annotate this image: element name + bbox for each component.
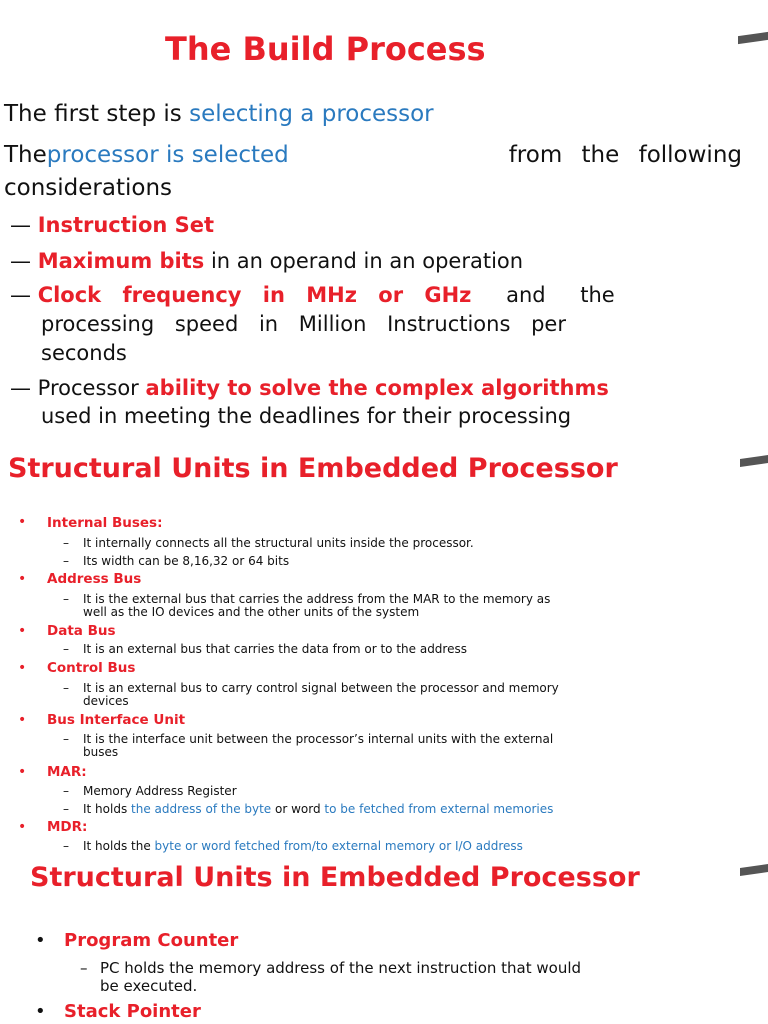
text-bus-interface-2: buses: [83, 745, 119, 759]
item-maximum-bits: — Maximum bits in an operand in an operation: [10, 249, 524, 273]
text-address-bus-2: well as the IO devices and the other units of the system: [83, 605, 420, 619]
slide-structural-units-1: [0, 447, 768, 862]
bullet-icon: •: [18, 514, 27, 530]
heading-mdr: MDR:: [47, 819, 88, 835]
item-clock-frequency-line3: seconds: [41, 341, 127, 365]
dash-icon: –: [63, 802, 69, 816]
bullet-icon: •: [18, 660, 27, 676]
bullet-icon: •: [18, 764, 27, 780]
slide-title: The Build Process: [165, 30, 486, 68]
item-processor-ability: — Processor ability to solve the complex algorithms: [10, 376, 609, 400]
paragraph-first-step: The first step is selecting a processor: [4, 101, 434, 127]
dash-icon: –: [63, 536, 69, 550]
text-mdr-1: It holds the byte or word fetched from/to external memory or I/O address: [83, 839, 523, 853]
text-internal-buses-1: It internally connects all the structural units inside the processor.: [83, 536, 474, 550]
item-instruction-set: — Instruction Set: [10, 213, 215, 237]
slide-title: Structural Units in Embedded Processor: [8, 453, 618, 484]
corner-decoration: [738, 32, 768, 44]
slide-build-process: [0, 0, 768, 445]
heading-program-counter: Program Counter: [64, 930, 239, 951]
text-program-counter-1: PC holds the memory address of the next instruction that would: [100, 959, 582, 977]
dash-icon: –: [63, 681, 69, 695]
heading-control-bus: Control Bus: [47, 660, 136, 676]
text-internal-buses-2: Its width can be 8,16,32 or 64 bits: [83, 554, 290, 568]
bullet-icon: •: [35, 930, 46, 951]
item-processor-ability-line2: used in meeting the deadlines for their processing: [41, 404, 572, 428]
paragraph-processor-selected: The processor is selected from the following: [4, 142, 742, 168]
dash-icon: –: [63, 554, 69, 568]
heading-stack-pointer: Stack Pointer: [64, 1001, 201, 1022]
heading-address-bus: Address Bus: [47, 571, 142, 587]
text-bus-interface-1: It is the interface unit between the processor’s internal units with the external: [83, 732, 554, 746]
bullet-icon: •: [18, 712, 27, 728]
bullet-icon: •: [35, 1001, 46, 1022]
text-address-bus-1: It is the external bus that carries the address from the MAR to the memory as: [83, 592, 551, 606]
heading-mar: MAR:: [47, 764, 87, 780]
bullet-icon: •: [18, 623, 27, 639]
dash-icon: –: [80, 959, 88, 977]
slide-title: Structural Units in Embedded Processor: [30, 862, 640, 893]
text-mar-1: Memory Address Register: [83, 784, 237, 798]
bullet-icon: •: [18, 819, 27, 835]
text-program-counter-2: be executed.: [100, 977, 198, 995]
dash-icon: –: [63, 784, 69, 798]
text-data-bus-1: It is an external bus that carries the data from or to the address: [83, 642, 467, 656]
slide-structural-units-2: [0, 862, 768, 1024]
paragraph-considerations: considerations: [4, 175, 173, 201]
corner-decoration: [740, 455, 768, 467]
dash-icon: –: [63, 839, 69, 853]
dash-icon: –: [63, 592, 69, 606]
corner-decoration: [740, 864, 768, 876]
dash-icon: –: [63, 732, 69, 746]
dash-icon: –: [63, 642, 69, 656]
heading-internal-buses: Internal Buses:: [47, 515, 163, 531]
text-mar-2: It holds the address of the byte or word to be fetched from external memories: [83, 802, 554, 816]
bullet-icon: •: [18, 571, 27, 587]
item-clock-frequency-line2: processing speed in Million Instructions per: [41, 312, 566, 336]
text-control-bus-2: devices: [83, 694, 129, 708]
text-control-bus-1: It is an external bus to carry control signal between the processor and memory: [83, 681, 559, 695]
item-clock-frequency: — Clock frequency in MHz or GHz and the: [10, 283, 615, 307]
heading-bus-interface-unit: Bus Interface Unit: [47, 712, 186, 728]
heading-data-bus: Data Bus: [47, 623, 116, 639]
